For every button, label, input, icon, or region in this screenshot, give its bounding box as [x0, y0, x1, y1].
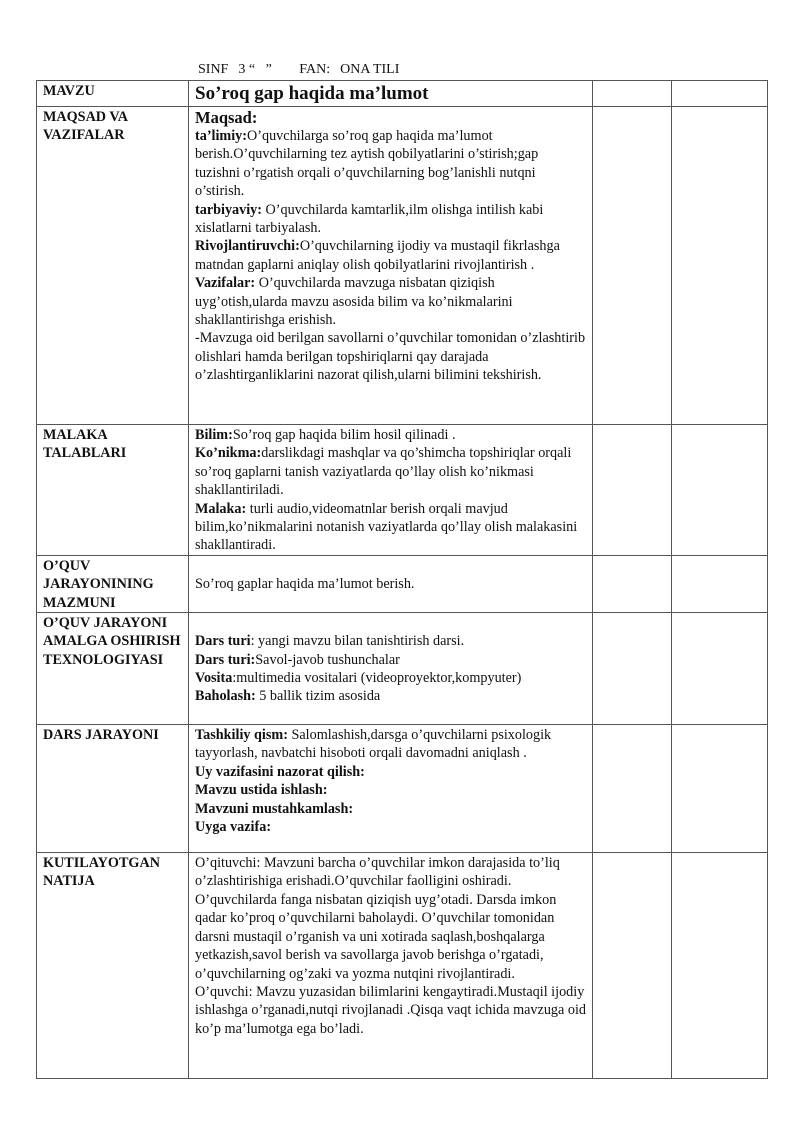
- bilim-paragraph: Bilim:So’roq gap haqida bilim hosil qilinadi .: [195, 427, 456, 443]
- row-texnologiya: [37, 613, 768, 725]
- malaka-paragraph: Malaka: turli audio,videomatnlar berish orqali mavjud bilim,ko’nikmalarini notanish vaziyatlarda qo’llay olish malakasini shakllantiradi.: [195, 500, 578, 554]
- rivoj-paragraph: Rivojlantiruvchi:O’quvchilarning ijodiy va mustaqil fikrlashga matndan gaplarni aniqlay olish qobilyatlarini rivojlantirish .: [195, 238, 560, 273]
- konikma-paragraph: Ko’nikma:darslikdagi mashqlar va qo’shimcha topshiriqlar orqali so’roq gaplarni tanish vaziyatlarda qo’llay olish ko’nikmasi shakllantiriladi.: [195, 445, 572, 499]
- empty-cell: [672, 425, 768, 556]
- step-mustahkamlash: Mavzuni mustahkamlash:: [195, 800, 354, 817]
- sinf-label: SINF: [198, 62, 229, 77]
- sinf-value: 3 “ ”: [238, 62, 272, 77]
- maqsad-heading: Maqsad:: [195, 108, 258, 127]
- label-mazmun: O’QUV JARAYONINING MAZMUNI: [37, 555, 189, 612]
- empty-cell: [593, 107, 672, 425]
- value-dars: [189, 725, 593, 853]
- row-natija: [37, 853, 768, 1079]
- empty-cell: [593, 725, 672, 853]
- value-maqsad: [189, 107, 593, 425]
- empty-cell: [672, 107, 768, 425]
- empty-cell: [672, 555, 768, 612]
- student-outcome: O’quvchi: Mavzu yuzasidan bilimlarini kengaytiradi.Mustaqil ijodiy ishlashga o’rganadi,nutqi rivojlanadi .Qisqa vaqt ichida mavzuga oid ko’p ma’lumotga ega bo’ladi.: [195, 983, 586, 1037]
- label-mavzu: MAVZU: [37, 81, 189, 107]
- fan-value: ONA TILI: [340, 62, 400, 77]
- empty-cell: [672, 853, 768, 1079]
- topic-title: So’roq gap haqida ma’lumot: [195, 83, 429, 104]
- lesson-plan-table: [36, 80, 768, 1079]
- tarbiyaviy-paragraph: tarbiyaviy: O’quvchilarda kamtarlik,ilm olishga intilish kabi xislatlarni tarbiyalash.: [195, 201, 544, 237]
- vazifalar-paragraph: Vazifalar: O’quvchilarda mavzuga nisbatan qiziqish uyg’otish,ularda mavzu asosida bilim va ko’nikmalarini shakllantirishga erishish.: [195, 275, 513, 329]
- label-maqsad: MAQSAD VA VAZIFALAR: [37, 107, 189, 425]
- row-dars: [37, 725, 768, 853]
- value-texnologiya: [189, 613, 593, 725]
- value-malaka: [189, 425, 593, 556]
- row-mavzu: [37, 81, 768, 107]
- teacher-outcome: O’qituvchi: Mavzuni barcha o’quvchilar imkon darajasida to’liq o’zlashtirishiga erishadi.O’quvchilar faolligini oshiradi. O’quvchilarda fanga nisbatan qiziqish uyg’otadi. Darsda imkon qadar ko’proq o’quvchilarni baholaydi. O’quvchilar tomonidan darsni mustaqil o’rganish va uni xotirada saqlash,boshqalarga yetkazish,savol berish va savollarga javob berishga o’rgatadi, o’quvchilarning og’zaki va yozma nutqini rivojlantiradi.: [195, 855, 560, 982]
- extra-paragraph: -Mavzuga oid berilgan savollarni o’quvchilar tomonidan o’zlashtirib olishlari hamda berilgan topshiriqlarni qay darajada o’zlashtirganliklarini nazorat qilish,ularni bilimini tekshirish.: [195, 330, 586, 384]
- label-malaka: MALAKA TALABLARI: [37, 425, 189, 556]
- row-maqsad: [37, 107, 768, 425]
- label-natija: KUTILAYOTGAN NATIJA: [37, 853, 189, 1079]
- fan-label: FAN:: [299, 62, 331, 77]
- empty-cell: [672, 613, 768, 725]
- empty-cell: [593, 613, 672, 725]
- vosita-line: Vosita:multimedia vositalari (videoproyektor,kompyuter): [195, 670, 522, 687]
- label-texnologiya: O’QUV JARAYONI AMALGA OSHIRISH TEXNOLOGIYASI: [37, 613, 189, 725]
- row-mazmun: [37, 555, 768, 612]
- empty-cell: [593, 81, 672, 107]
- empty-cell: [593, 425, 672, 556]
- step-uy-vazifa-nazorat: Uy vazifasini nazorat qilish:: [195, 763, 365, 780]
- row-malaka: [37, 425, 768, 556]
- tashkiliy-paragraph: Tashkiliy qism: Salomlashish,darsga o’quvchilarni psixologik tayyorlash, navbatchi hisoboti orqali davomadni aniqlash .: [195, 727, 552, 762]
- empty-cell: [593, 555, 672, 612]
- empty-cell: [672, 725, 768, 853]
- value-mazmun: So’roq gaplar haqida ma’lumot berish.: [189, 555, 593, 612]
- talimiy-paragraph: ta’limiy:O’quvchilarga so’roq gap haqida ma’lumot berish.O’quvchilarning tez aytish qobilyatlarini o’stirish;gap tuzishni o’rgatish orqali o’quvchilarning bog’lanishli nutqni o’stirish.: [195, 128, 539, 200]
- value-mavzu: [189, 81, 593, 107]
- label-dars: DARS JARAYONI: [37, 725, 189, 853]
- empty-cell: [593, 853, 672, 1079]
- empty-cell: [672, 81, 768, 107]
- baholash-line: Baholash: 5 ballik tizim asosida: [195, 688, 381, 705]
- step-uyga-vazifa: Uyga vazifa:: [195, 819, 272, 836]
- step-mavzu-ustida: Mavzu ustida ishlash:: [195, 782, 328, 799]
- page-header: [198, 62, 409, 78]
- value-natija: [189, 853, 593, 1079]
- dars-turi-2: Dars turi:Savol-javob tushunchalar: [195, 651, 400, 668]
- dars-turi-1: Dars turi: yangi mavzu bilan tanishtirish darsi.: [195, 633, 465, 650]
